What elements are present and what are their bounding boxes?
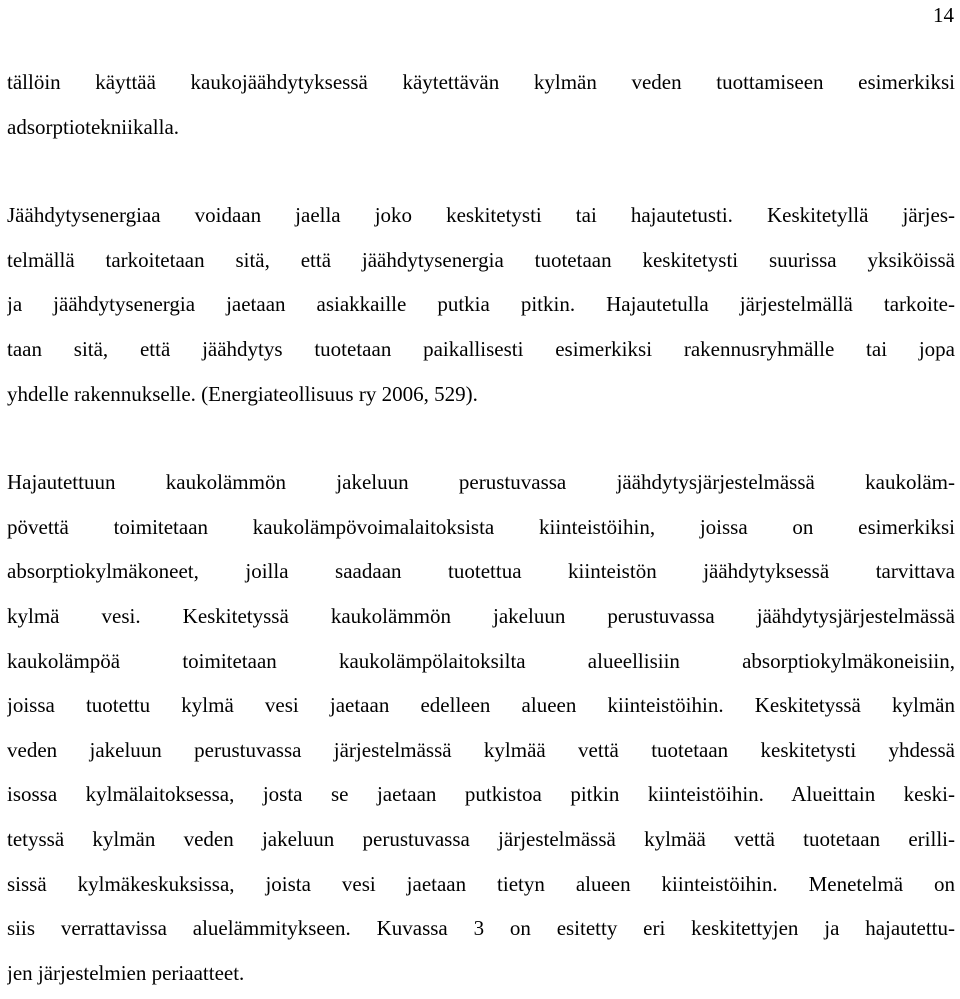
document-body — [7, 60, 955, 995]
text-line: isossa kylmälaitoksessa, josta se jaetaan putkistoa pitkin kiinteistöihin. Alueittain keski- — [7, 782, 955, 807]
text-line: Jäähdytysenergiaa voidaan jaella joko keskitetysti tai hajautetusti. Keskitetyllä järjes- — [7, 203, 955, 228]
text-line: kaukolämpöä toimitetaan kaukolämpölaitoksilta alueellisiin absorptiokylmäkoneisiin, — [7, 648, 955, 673]
text-line: tällöin käyttää kaukojäähdytyksessä käytettävän kylmän veden tuottamiseen esimerkiksi — [7, 70, 955, 94]
text-line: pövettä toimitetaan kaukolämpövoimalaitoksista kiinteistöihin, joissa on esimerkiksi — [7, 514, 955, 539]
text-line: veden jakeluun perustuvassa järjestelmässä kylmää vettä tuotetaan keskitetysti yhdessä — [7, 737, 955, 762]
text-line: absorptiokylmäkoneet, joilla saadaan tuotettua kiinteistön jäähdytyksessä tarvittava — [7, 559, 955, 584]
text-line: kylmä vesi. Keskitetyssä kaukolämmön jakeluun perustuvassa jäähdytysjärjestelmässä — [7, 603, 955, 628]
text-line: jen järjestelmien periaatteet. — [7, 960, 245, 985]
text-line: telmällä tarkoitetaan sitä, että jäähdytysenergia tuotetaan keskitetysti suurissa yksiköissä — [7, 247, 955, 272]
text-line: ja jäähdytysenergia jaetaan asiakkaille putkia pitkin. Hajautetulla järjestelmällä tarkoite- — [7, 292, 955, 317]
page-number: 14 — [933, 3, 954, 27]
text-line: joissa tuotettu kylmä vesi jaetaan edelleen alueen kiinteistöihin. Keskitetyssä kylmän — [7, 693, 955, 718]
text-line: Hajautettuun kaukolämmön jakeluun perustuvassa jäähdytysjärjestelmässä kaukoläm- — [7, 470, 955, 495]
paragraph-spacer — [7, 416, 955, 460]
paragraph — [7, 460, 955, 995]
paragraph — [7, 60, 955, 149]
text-line: adsorptiotekniikalla. — [7, 114, 180, 139]
text-line: taan sitä, että jäähdytys tuotetaan paikallisesti esimerkiksi rakennusryhmälle tai jopa — [7, 336, 955, 361]
text-line: sissä kylmäkeskuksissa, joista vesi jaetaan tietyn alueen kiinteistöihin. Menetelmä on — [7, 871, 955, 896]
text-line: siis verrattavissa aluelämmitykseen. Kuvassa 3 on esitetty eri keskitettyjen ja hajautettu- — [7, 916, 955, 941]
paragraph-spacer — [7, 149, 955, 193]
text-line: tetyssä kylmän veden jakeluun perustuvassa järjestelmässä kylmää vettä tuotetaan erilli- — [7, 826, 955, 851]
text-line: yhdelle rakennukselle. (Energiateollisuus ry 2006, 529). — [7, 381, 478, 406]
paragraph — [7, 193, 955, 416]
